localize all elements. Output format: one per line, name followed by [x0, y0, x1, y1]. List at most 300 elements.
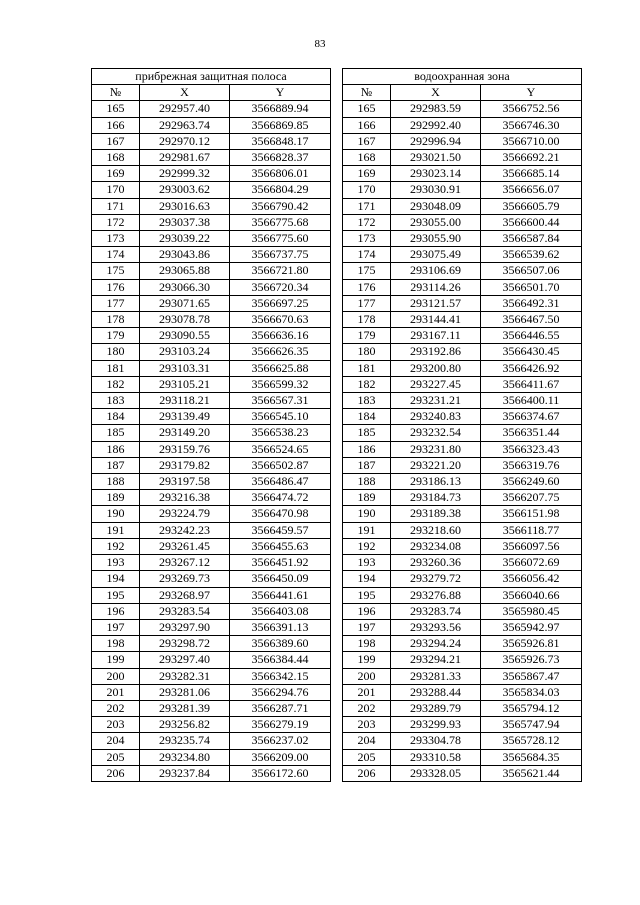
cell-y: 3566804.29 — [230, 182, 331, 198]
cell-x: 293016.63 — [140, 198, 230, 214]
table-row — [343, 166, 582, 182]
cell-x: 293240.83 — [391, 409, 481, 425]
cell-y: 3566451.92 — [230, 555, 331, 571]
cell-number: 202 — [343, 700, 391, 716]
cell-x: 293186.13 — [391, 474, 481, 490]
cell-x: 293055.00 — [391, 214, 481, 230]
cell-number: 176 — [343, 279, 391, 295]
cell-x: 293144.41 — [391, 312, 481, 328]
cell-number: 166 — [92, 117, 140, 133]
cell-number: 179 — [343, 328, 391, 344]
table-row — [343, 571, 582, 587]
cell-y: 3566342.15 — [230, 668, 331, 684]
cell-y: 3565747.94 — [481, 717, 582, 733]
cell-x: 293242.23 — [140, 522, 230, 538]
table-row — [92, 571, 331, 587]
table-row — [343, 749, 582, 765]
cell-number: 194 — [92, 571, 140, 587]
table-row — [343, 474, 582, 490]
cell-x: 293103.24 — [140, 344, 230, 360]
cell-number: 183 — [343, 393, 391, 409]
cell-x: 293103.31 — [140, 360, 230, 376]
table-row — [92, 717, 331, 733]
cell-number: 193 — [92, 555, 140, 571]
table-water-protection-zone — [342, 68, 582, 782]
table-row — [343, 279, 582, 295]
cell-number: 175 — [92, 263, 140, 279]
cell-x: 293283.54 — [140, 603, 230, 619]
cell-x: 293114.26 — [391, 279, 481, 295]
table-row — [92, 587, 331, 603]
cell-y: 3565684.35 — [481, 749, 582, 765]
cell-number: 198 — [343, 636, 391, 652]
table-row — [343, 214, 582, 230]
cell-y: 3566400.11 — [481, 393, 582, 409]
cell-number: 185 — [92, 425, 140, 441]
cell-y: 3566692.21 — [481, 150, 582, 166]
table-row — [343, 619, 582, 635]
cell-x: 292992.40 — [391, 117, 481, 133]
cell-number: 181 — [92, 360, 140, 376]
cell-number: 179 — [92, 328, 140, 344]
cell-x: 293310.58 — [391, 749, 481, 765]
cell-number: 189 — [343, 490, 391, 506]
cell-number: 200 — [92, 668, 140, 684]
cell-y: 3566249.60 — [481, 474, 582, 490]
column-header-x: X — [140, 85, 230, 101]
table-row — [343, 538, 582, 554]
cell-y: 3566072.69 — [481, 555, 582, 571]
cell-y: 3566323.43 — [481, 441, 582, 457]
cell-x: 292957.40 — [140, 101, 230, 117]
table-row — [343, 506, 582, 522]
cell-y: 3566869.85 — [230, 117, 331, 133]
cell-y: 3566351.44 — [481, 425, 582, 441]
cell-y: 3566209.00 — [230, 749, 331, 765]
cell-y: 3566441.61 — [230, 587, 331, 603]
cell-number: 196 — [343, 603, 391, 619]
table-row — [92, 700, 331, 716]
cell-number: 172 — [92, 214, 140, 230]
table-row — [92, 425, 331, 441]
cell-y: 3566459.57 — [230, 522, 331, 538]
cell-y: 3566539.62 — [481, 247, 582, 263]
cell-x: 293021.50 — [391, 150, 481, 166]
cell-y: 3566486.47 — [230, 474, 331, 490]
cell-number: 180 — [343, 344, 391, 360]
cell-number: 174 — [343, 247, 391, 263]
cell-number: 202 — [92, 700, 140, 716]
cell-y: 3566455.63 — [230, 538, 331, 554]
cell-y: 3566720.34 — [230, 279, 331, 295]
cell-y: 3566567.31 — [230, 393, 331, 409]
cell-number: 185 — [343, 425, 391, 441]
cell-y: 3566294.76 — [230, 684, 331, 700]
cell-x: 293030.91 — [391, 182, 481, 198]
cell-y: 3565867.47 — [481, 668, 582, 684]
cell-x: 293281.06 — [140, 684, 230, 700]
table-row — [92, 522, 331, 538]
cell-x: 293192.86 — [391, 344, 481, 360]
cell-number: 181 — [343, 360, 391, 376]
cell-x: 293279.72 — [391, 571, 481, 587]
table-row — [92, 506, 331, 522]
table-title: водоохранная зона — [343, 69, 582, 85]
cell-number: 186 — [343, 441, 391, 457]
cell-number: 203 — [343, 717, 391, 733]
table-row — [92, 150, 331, 166]
cell-number: 194 — [343, 571, 391, 587]
cell-x: 293231.21 — [391, 393, 481, 409]
table-row — [92, 619, 331, 635]
cell-x: 293071.65 — [140, 295, 230, 311]
table-row — [92, 538, 331, 554]
cell-y: 3566446.55 — [481, 328, 582, 344]
table-row — [343, 441, 582, 457]
cell-number: 172 — [343, 214, 391, 230]
column-header-x: X — [391, 85, 481, 101]
cell-x: 293231.80 — [391, 441, 481, 457]
cell-y: 3566625.88 — [230, 360, 331, 376]
table-row — [343, 490, 582, 506]
cell-number: 203 — [92, 717, 140, 733]
cell-number: 174 — [92, 247, 140, 263]
cell-y: 3566492.31 — [481, 295, 582, 311]
column-header-number: № — [92, 85, 140, 101]
cell-x: 293139.49 — [140, 409, 230, 425]
cell-y: 3566403.08 — [230, 603, 331, 619]
table-row — [92, 765, 331, 781]
cell-number: 169 — [343, 166, 391, 182]
cell-x: 293200.80 — [391, 360, 481, 376]
cell-number: 184 — [343, 409, 391, 425]
cell-x: 293297.40 — [140, 652, 230, 668]
table-row — [92, 344, 331, 360]
table-row — [92, 263, 331, 279]
table-row — [343, 668, 582, 684]
column-header-y: Y — [230, 85, 331, 101]
table-row — [343, 587, 582, 603]
cell-x: 293224.79 — [140, 506, 230, 522]
table-row — [92, 684, 331, 700]
cell-y: 3566636.16 — [230, 328, 331, 344]
cell-y: 3566502.87 — [230, 457, 331, 473]
cell-number: 182 — [92, 376, 140, 392]
cell-y: 3566775.68 — [230, 214, 331, 230]
cell-number: 190 — [343, 506, 391, 522]
table-row — [343, 133, 582, 149]
cell-x: 293043.86 — [140, 247, 230, 263]
cell-x: 293055.90 — [391, 231, 481, 247]
table-row — [92, 279, 331, 295]
cell-x: 293065.88 — [140, 263, 230, 279]
cell-x: 293281.33 — [391, 668, 481, 684]
table-row — [343, 765, 582, 781]
cell-x: 293037.38 — [140, 214, 230, 230]
cell-number: 187 — [92, 457, 140, 473]
cell-y: 3566697.25 — [230, 295, 331, 311]
cell-x: 293023.14 — [391, 166, 481, 182]
cell-y: 3566411.67 — [481, 376, 582, 392]
table-row — [92, 668, 331, 684]
cell-x: 292970.12 — [140, 133, 230, 149]
cell-number: 189 — [92, 490, 140, 506]
table-row — [343, 344, 582, 360]
table-row — [343, 101, 582, 117]
cell-number: 197 — [343, 619, 391, 635]
table-row — [343, 652, 582, 668]
cell-x: 293149.20 — [140, 425, 230, 441]
cell-x: 293260.36 — [391, 555, 481, 571]
cell-y: 3566474.72 — [230, 490, 331, 506]
cell-number: 169 — [92, 166, 140, 182]
cell-x: 293179.82 — [140, 457, 230, 473]
cell-x: 293003.62 — [140, 182, 230, 198]
cell-x: 293237.84 — [140, 765, 230, 781]
table-row — [92, 166, 331, 182]
table-row — [343, 684, 582, 700]
table-row — [92, 441, 331, 457]
cell-number: 199 — [92, 652, 140, 668]
cell-x: 293256.82 — [140, 717, 230, 733]
cell-number: 201 — [343, 684, 391, 700]
cell-x: 293276.88 — [391, 587, 481, 603]
table-row — [92, 312, 331, 328]
cell-number: 182 — [343, 376, 391, 392]
cell-number: 193 — [343, 555, 391, 571]
cell-number: 192 — [343, 538, 391, 554]
cell-number: 176 — [92, 279, 140, 295]
cell-x: 293048.09 — [391, 198, 481, 214]
table-row — [343, 636, 582, 652]
cell-y: 3566806.01 — [230, 166, 331, 182]
table-row — [92, 101, 331, 117]
cell-y: 3566040.66 — [481, 587, 582, 603]
cell-number: 201 — [92, 684, 140, 700]
cell-number: 180 — [92, 344, 140, 360]
cell-y: 3566587.84 — [481, 231, 582, 247]
table-row — [343, 409, 582, 425]
cell-x: 293106.69 — [391, 263, 481, 279]
cell-y: 3566426.92 — [481, 360, 582, 376]
table-row — [343, 231, 582, 247]
cell-y: 3566685.14 — [481, 166, 582, 182]
table-row — [92, 117, 331, 133]
cell-y: 3566524.65 — [230, 441, 331, 457]
cell-y: 3566151.98 — [481, 506, 582, 522]
cell-number: 165 — [92, 101, 140, 117]
cell-number: 197 — [92, 619, 140, 635]
table-row — [343, 733, 582, 749]
cell-x: 293283.74 — [391, 603, 481, 619]
cell-y: 3566848.17 — [230, 133, 331, 149]
cell-number: 167 — [92, 133, 140, 149]
table-row — [343, 247, 582, 263]
table-row — [92, 749, 331, 765]
cell-x: 293039.22 — [140, 231, 230, 247]
cell-y: 3566889.94 — [230, 101, 331, 117]
cell-number: 206 — [92, 765, 140, 781]
cell-x: 293216.38 — [140, 490, 230, 506]
table-row — [343, 457, 582, 473]
cell-x: 293078.78 — [140, 312, 230, 328]
cell-y: 3566384.44 — [230, 652, 331, 668]
cell-number: 168 — [92, 150, 140, 166]
cell-number: 200 — [343, 668, 391, 684]
cell-y: 3566056.42 — [481, 571, 582, 587]
cell-x: 293218.60 — [391, 522, 481, 538]
table-row — [92, 360, 331, 376]
page-number: 83 — [314, 38, 326, 50]
table-row — [92, 328, 331, 344]
table-row — [92, 490, 331, 506]
cell-number: 199 — [343, 652, 391, 668]
cell-y: 3566752.56 — [481, 101, 582, 117]
table-row — [343, 700, 582, 716]
cell-y: 3566545.10 — [230, 409, 331, 425]
cell-x: 293167.11 — [391, 328, 481, 344]
table-coastal-protection-strip — [91, 68, 331, 782]
cell-number: 177 — [92, 295, 140, 311]
cell-y: 3566374.67 — [481, 409, 582, 425]
cell-number: 191 — [92, 522, 140, 538]
cell-y: 3566507.06 — [481, 263, 582, 279]
table-row — [92, 652, 331, 668]
cell-number: 178 — [343, 312, 391, 328]
cell-x: 293293.56 — [391, 619, 481, 635]
cell-y: 3566207.75 — [481, 490, 582, 506]
cell-x: 292999.32 — [140, 166, 230, 182]
cell-x: 293227.45 — [391, 376, 481, 392]
cell-y: 3566775.60 — [230, 231, 331, 247]
cell-y: 3565926.81 — [481, 636, 582, 652]
cell-number: 195 — [92, 587, 140, 603]
table-row — [343, 393, 582, 409]
cell-y: 3566501.70 — [481, 279, 582, 295]
table-row — [92, 133, 331, 149]
cell-x: 293289.79 — [391, 700, 481, 716]
cell-x: 292983.59 — [391, 101, 481, 117]
cell-x: 293075.49 — [391, 247, 481, 263]
cell-y: 3566710.00 — [481, 133, 582, 149]
cell-number: 206 — [343, 765, 391, 781]
cell-number: 167 — [343, 133, 391, 149]
column-header-number: № — [343, 85, 391, 101]
cell-y: 3566237.02 — [230, 733, 331, 749]
table-row — [343, 376, 582, 392]
table-row — [92, 474, 331, 490]
cell-y: 3565834.03 — [481, 684, 582, 700]
cell-number: 184 — [92, 409, 140, 425]
cell-y: 3566172.60 — [230, 765, 331, 781]
cell-y: 3565794.12 — [481, 700, 582, 716]
cell-x: 293234.80 — [140, 749, 230, 765]
cell-x: 293121.57 — [391, 295, 481, 311]
cell-y: 3566737.75 — [230, 247, 331, 263]
cell-x: 293159.76 — [140, 441, 230, 457]
cell-y: 3565728.12 — [481, 733, 582, 749]
cell-number: 188 — [343, 474, 391, 490]
cell-x: 292963.74 — [140, 117, 230, 133]
cell-x: 293066.30 — [140, 279, 230, 295]
table-row — [343, 603, 582, 619]
cell-y: 3566626.35 — [230, 344, 331, 360]
cell-number: 187 — [343, 457, 391, 473]
cell-number: 170 — [343, 182, 391, 198]
cell-x: 293118.21 — [140, 393, 230, 409]
cell-x: 293232.54 — [391, 425, 481, 441]
cell-x: 293304.78 — [391, 733, 481, 749]
cell-x: 293235.74 — [140, 733, 230, 749]
table-row — [92, 457, 331, 473]
cell-number: 173 — [92, 231, 140, 247]
cell-number: 195 — [343, 587, 391, 603]
cell-x: 293294.21 — [391, 652, 481, 668]
cell-x: 293298.72 — [140, 636, 230, 652]
cell-number: 165 — [343, 101, 391, 117]
table-row — [92, 555, 331, 571]
cell-number: 196 — [92, 603, 140, 619]
table-row — [343, 522, 582, 538]
cell-x: 293281.39 — [140, 700, 230, 716]
table-row — [343, 312, 582, 328]
cell-y: 3566790.42 — [230, 198, 331, 214]
table-row — [343, 295, 582, 311]
table-row — [92, 376, 331, 392]
cell-x: 293297.90 — [140, 619, 230, 635]
cell-x: 293189.38 — [391, 506, 481, 522]
cell-number: 192 — [92, 538, 140, 554]
cell-y: 3566470.98 — [230, 506, 331, 522]
cell-x: 293221.20 — [391, 457, 481, 473]
cell-y: 3566287.71 — [230, 700, 331, 716]
cell-y: 3566319.76 — [481, 457, 582, 473]
cell-y: 3566746.30 — [481, 117, 582, 133]
cell-x: 293105.21 — [140, 376, 230, 392]
table-row — [343, 117, 582, 133]
cell-x: 293299.93 — [391, 717, 481, 733]
cell-y: 3566599.32 — [230, 376, 331, 392]
cell-number: 168 — [343, 150, 391, 166]
cell-x: 293269.73 — [140, 571, 230, 587]
table-row — [92, 198, 331, 214]
cell-number: 191 — [343, 522, 391, 538]
cell-number: 204 — [92, 733, 140, 749]
cell-number: 173 — [343, 231, 391, 247]
cell-x: 293184.73 — [391, 490, 481, 506]
cell-y: 3565621.44 — [481, 765, 582, 781]
cell-y: 3566538.23 — [230, 425, 331, 441]
cell-y: 3566450.09 — [230, 571, 331, 587]
cell-y: 3565926.73 — [481, 652, 582, 668]
table-title: прибрежная защитная полоса — [92, 69, 331, 85]
cell-x: 293267.12 — [140, 555, 230, 571]
cell-y: 3566721.80 — [230, 263, 331, 279]
cell-number: 198 — [92, 636, 140, 652]
cell-y: 3566605.79 — [481, 198, 582, 214]
cell-y: 3565980.45 — [481, 603, 582, 619]
cell-number: 205 — [343, 749, 391, 765]
cell-y: 3566118.77 — [481, 522, 582, 538]
table-row — [92, 295, 331, 311]
cell-number: 188 — [92, 474, 140, 490]
cell-number: 175 — [343, 263, 391, 279]
table-row — [92, 214, 331, 230]
table-row — [92, 733, 331, 749]
cell-number: 204 — [343, 733, 391, 749]
cell-number: 178 — [92, 312, 140, 328]
table-row — [343, 360, 582, 376]
